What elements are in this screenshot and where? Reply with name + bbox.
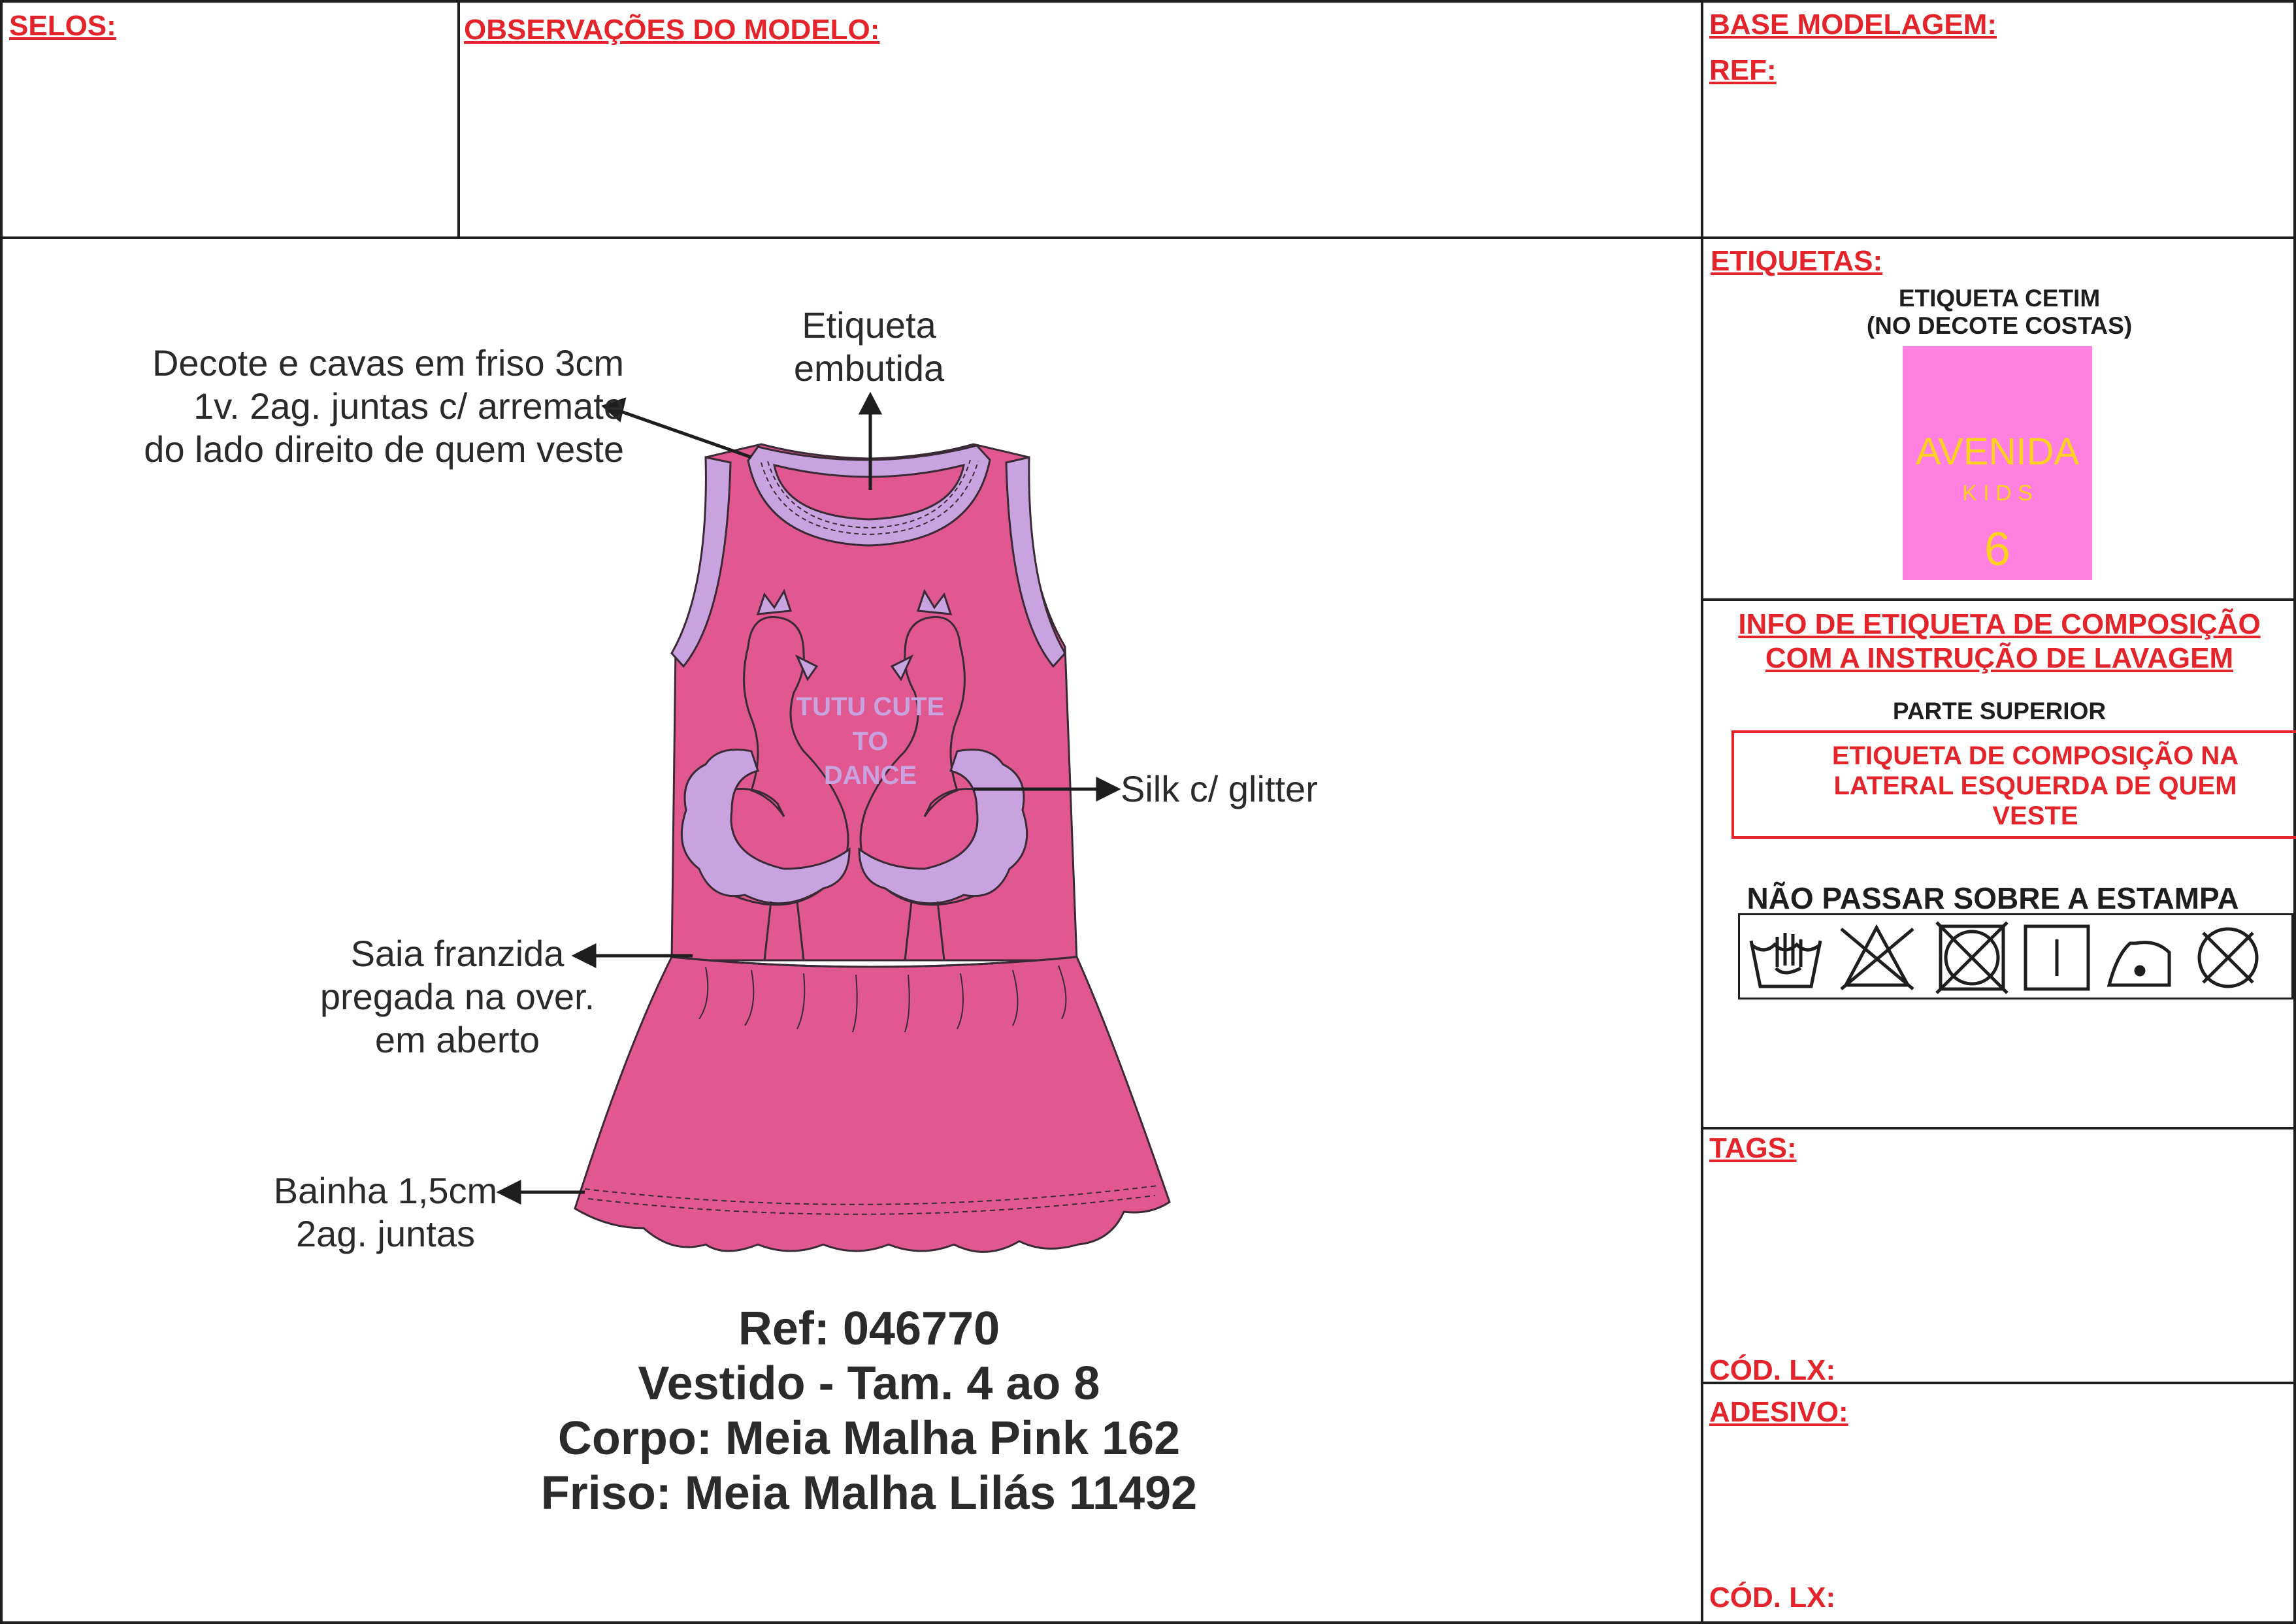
spec-corpo: Corpo: Meia Malha Pink 162	[557, 1412, 1181, 1465]
print-text-line-1: TUTU CUTE	[796, 692, 945, 721]
satin-label	[1903, 346, 2092, 580]
ref-header: REF:	[1709, 54, 1777, 86]
decote-arrow	[617, 410, 751, 457]
composition-box-text: ETIQUETA DE COMPOSIÇÃO NA LATERAL ESQUERDA DE QUEM VESTE	[1831, 741, 2239, 830]
no-tumble-dry-icon	[1937, 922, 2007, 993]
bainha-annotation: Bainha 1,5cm 2ag. juntas	[273, 1170, 498, 1254]
base-modelagem-header: BASE MODELAGEM:	[1709, 8, 1997, 41]
silk-annotation: Silk c/ glitter	[1121, 768, 1318, 809]
spec-ref: Ref: 046770	[738, 1303, 1000, 1355]
label-brand: AVENIDA	[1915, 430, 2080, 473]
dress-skirt	[575, 957, 1170, 1252]
parte-superior: PARTE SUPERIOR	[1892, 698, 2107, 724]
line-dry-icon	[2025, 926, 2088, 989]
composition-title: INFO DE ETIQUETA DE COMPOSIÇÃO COM A INSTRUÇÃO DE LAVAGEM	[1738, 608, 2261, 674]
cod-lx-header-2: CÓD. LX:	[1709, 1582, 1836, 1614]
care-symbols	[1738, 913, 2293, 999]
selos-header: SELOS:	[9, 10, 116, 42]
print-text-line-2: TO	[852, 727, 889, 756]
no-dry-clean-icon	[2199, 929, 2257, 986]
decote-annotation: Decote e cavas em friso 3cm 1v. 2ag. juntas c/ arremate do lado direito de quem veste	[144, 342, 624, 470]
label-sub: K I D S	[1962, 481, 2033, 506]
tags-header: TAGS:	[1709, 1132, 1797, 1164]
spec-friso: Friso: Meia Malha Lilás 11492	[540, 1467, 1198, 1519]
label-size: 6	[1984, 523, 2011, 576]
adesivo-header: ADESIVO:	[1709, 1396, 1848, 1428]
nao-passar-text: NÃO PASSAR SOBRE A ESTAMPA	[1747, 881, 2239, 915]
spec-block	[457, 1301, 1281, 1521]
etiqueta-annotation: Etiqueta embutida	[793, 304, 945, 389]
observacoes-header: OBSERVAÇÕES DO MODELO:	[464, 14, 880, 46]
print-text-line-3: DANCE	[823, 761, 917, 790]
saia-annotation: Saia franzida pregada na over. em aberto	[320, 933, 595, 1060]
no-bleach-icon	[1841, 928, 1913, 989]
cod-lx-header-1: CÓD. LX:	[1709, 1354, 1836, 1386]
label-caption: ETIQUETA CETIM (NO DECOTE COSTAS)	[1866, 285, 2133, 339]
iron-low-icon	[2109, 943, 2169, 985]
spec-vestido: Vestido - Tam. 4 ao 8	[638, 1357, 1100, 1410]
etiquetas-header: ETIQUETAS:	[1711, 245, 1883, 277]
hand-wash-icon	[1751, 933, 1820, 986]
